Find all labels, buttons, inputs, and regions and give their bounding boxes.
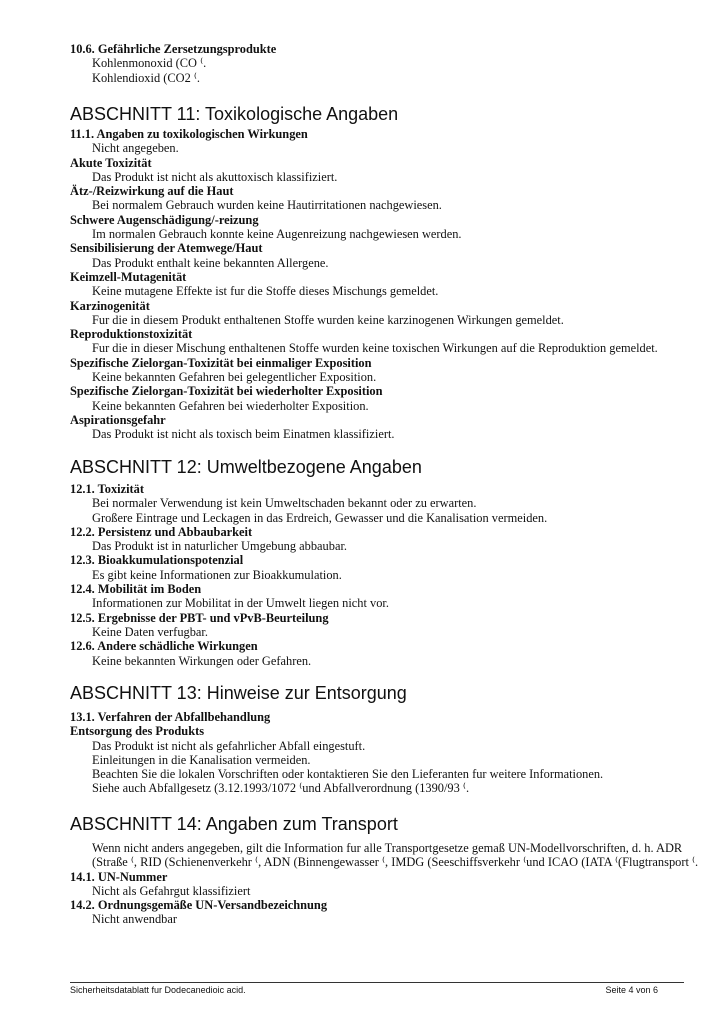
body-text: Das Produkt ist nicht als toxisch beim Einatmen klassifiziert. [92, 427, 395, 442]
section-heading: ABSCHNITT 13: Hinweise zur Entsorgung [70, 683, 407, 703]
subsection-heading: Aspirationsgefahr [70, 412, 166, 427]
body-text: Keine bekannten Gefahren bei gelegentlicher Exposition. [92, 370, 377, 385]
body-text: Keine mutagene Effekte ist fur die Stoffe dieses Mischungs gemeldet. [92, 284, 439, 299]
subsection-heading: Spezifische Zielorgan-Toxizität bei wiederholter Exposition [70, 384, 383, 399]
body-text: Fur die in dieser Mischung enthaltenen Stoffe wurden keine toxischen Wirkungen auf die Reproduktion gemeldet. [92, 341, 658, 356]
subsection-heading: Schwere Augenschädigung/-reizung [70, 212, 259, 227]
body-text: Siehe auch Abfallgesetz (3.12.1993/1072 ⁽und Abfallverordnung (1390/93 ⁽. [92, 781, 470, 796]
body-text: Wenn nicht anders angegeben, gilt die Information fur alle Transportgesetze gemaß UN-Modellvorschriften, d. h. ADR [92, 841, 683, 855]
footer-title: Sicherheitsdatablatt fur Dodecanedioic acid. [70, 985, 246, 995]
subsection-heading: Akute Toxizität [70, 155, 152, 170]
subsection-heading: Ätz-/Reizwirkung auf die Haut [70, 184, 234, 199]
body-text: Beachten Sie die lokalen Vorschriften oder kontaktieren Sie den Lieferanten fur weitere Informationen. [92, 767, 604, 782]
subsection-heading: 12.6. Andere schädliche Wirkungen [70, 639, 258, 654]
subsection-heading: 12.1. Toxizität [70, 482, 145, 496]
subsection-heading: 12.2. Persistenz und Abbaubarkeit [70, 524, 253, 539]
body-text: Im normalen Gebrauch konnte keine Augenreizung nachgewiesen werden. [92, 227, 462, 242]
subsection-heading: Spezifische Zielorgan-Toxizität bei einmaliger Exposition [70, 355, 372, 370]
body-text: Fur die in diesem Produkt enthaltenen Stoffe wurden keine karzinogenen Wirkungen gemeldet. [92, 312, 564, 327]
subsection-heading: 10.6. Gefährliche Zersetzungsprodukte [70, 42, 277, 56]
section-body [0, 482, 547, 668]
body-text: Bei normaler Verwendung ist kein Umweltschaden bekannt oder zu erwarten. [92, 496, 477, 511]
body-text: Keine bekannten Wirkungen oder Gefahren. [92, 653, 312, 668]
section-heading: ABSCHNITT 11: Toxikologische Angaben [70, 104, 399, 124]
body-text: (Straße ⁽, RID (Schienenverkehr ⁽, ADN (Binnengewasser ⁽, IMDG (Seeschiffsverkehr ⁽und ICAO (IATA ⁽(Flugtransport ⁽. [92, 855, 699, 870]
body-text: Informationen zur Mobilitat in der Umwelt liegen nicht vor. [92, 596, 389, 611]
subsection-heading: Karzinogenität [70, 298, 150, 313]
section-body [0, 42, 276, 85]
body-text: Es gibt keine Informationen zur Bioakkumulation. [92, 567, 342, 582]
subsection-heading: Entsorgung des Produkts [70, 724, 205, 739]
subsection-heading: Reproduktionstoxizität [70, 327, 193, 342]
body-text: Kohlenmonoxid (CO ⁽. [92, 56, 207, 71]
body-text: Nicht als Gefahrgut klassifiziert [92, 883, 251, 898]
body-text: Bei normalem Gebrauch wurden keine Hautirritationen nachgewiesen. [92, 198, 442, 213]
body-text: Das Produkt ist nicht als akuttoxisch klassifiziert. [92, 169, 338, 184]
body-text: Keine Daten verfugbar. [92, 624, 208, 639]
subsection-heading: 12.3. Bioakkumulationspotenzial [70, 553, 244, 568]
subsection-heading: 14.1. UN-Nummer [70, 869, 168, 884]
subsection-heading: 14.2. Ordnungsgemäße UN-Versandbezeichnung [70, 898, 328, 913]
body-text: Großere Eintrage und Leckagen in das Erdreich, Gewasser und die Kanalisation vermeiden. [92, 510, 548, 525]
body-text: Keine bekannten Gefahren bei wiederholter Exposition. [92, 398, 369, 413]
body-text: Nicht anwendbar [92, 912, 177, 927]
subsection-heading: 13.1. Verfahren der Abfallbehandlung [70, 710, 271, 724]
body-text: Das Produkt enthalt keine bekannten Allergene. [92, 255, 329, 270]
section-body [0, 127, 658, 442]
body-text: Einleitungen in die Kanalisation vermeiden. [92, 752, 311, 767]
subsection-heading: Keimzell-Mutagenität [70, 269, 187, 284]
subsection-heading: 11.1. Angaben zu toxikologischen Wirkungen [70, 127, 308, 141]
footer-divider [70, 982, 684, 983]
section-heading: ABSCHNITT 12: Umweltbezogene Angaben [70, 457, 422, 477]
subsection-heading: 12.4. Mobilität im Boden [70, 582, 202, 597]
body-text: Das Produkt ist nicht als gefahrlicher Abfall eingestuft. [92, 738, 366, 753]
footer-page-number: Seite 4 von 6 [605, 985, 658, 995]
section-body [0, 841, 698, 927]
body-text: Kohlendioxid (CO2 ⁽. [92, 70, 201, 85]
section-body [0, 710, 603, 796]
body-text: Nicht angegeben. [92, 141, 179, 156]
subsection-heading: 12.5. Ergebnisse der PBT- und vPvB-Beurteilung [70, 610, 329, 625]
subsection-heading: Sensibilisierung der Atemwege/Haut [70, 241, 263, 256]
section-heading: ABSCHNITT 14: Angaben zum Transport [70, 814, 398, 834]
body-text: Das Produkt ist in naturlicher Umgebung abbaubar. [92, 539, 347, 554]
